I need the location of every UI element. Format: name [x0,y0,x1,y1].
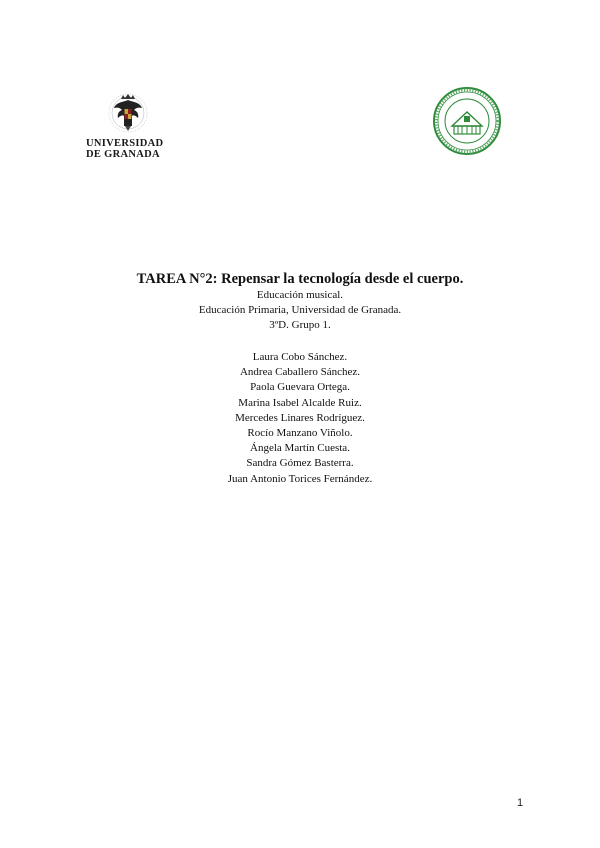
page-number: 1 [517,797,524,809]
author-name: Paola Guevara Ortega. [250,381,350,394]
author-name: Andrea Caballero Sánchez. [239,366,361,379]
title-block [0,270,600,333]
university-name [86,138,168,160]
university-name-line2: DE GRANADA [86,149,160,160]
author-name: Laura Cobo Sánchez. [252,351,348,363]
author-name: Juan Antonio Torices Fernández. [227,472,373,485]
program-name: Educación Primaria, Universidad de Granada. [198,304,402,316]
group-label: 3ºD. Grupo 1. [269,319,331,331]
university-crest-icon [106,90,150,136]
author-name: Sandra Gómez Basterra. [246,457,354,470]
author-name: Mercedes Linares Rodríguez. [235,411,365,424]
university-logo [86,90,168,166]
author-list [0,350,600,487]
author-name: Rocío Manzano Viñolo. [247,427,353,440]
course-name: Educación musical. [256,289,344,301]
author-name: Marina Isabel Alcalde Ruiz. [238,396,362,409]
document-title: TAREA N°2: Repensar la tecnología desde el cuerpo. [136,271,464,287]
faculty-seal-icon [432,86,502,156]
author-name: Ángela Martín Cuesta. [250,442,350,455]
university-name-line1: UNIVERSIDAD [86,138,164,149]
